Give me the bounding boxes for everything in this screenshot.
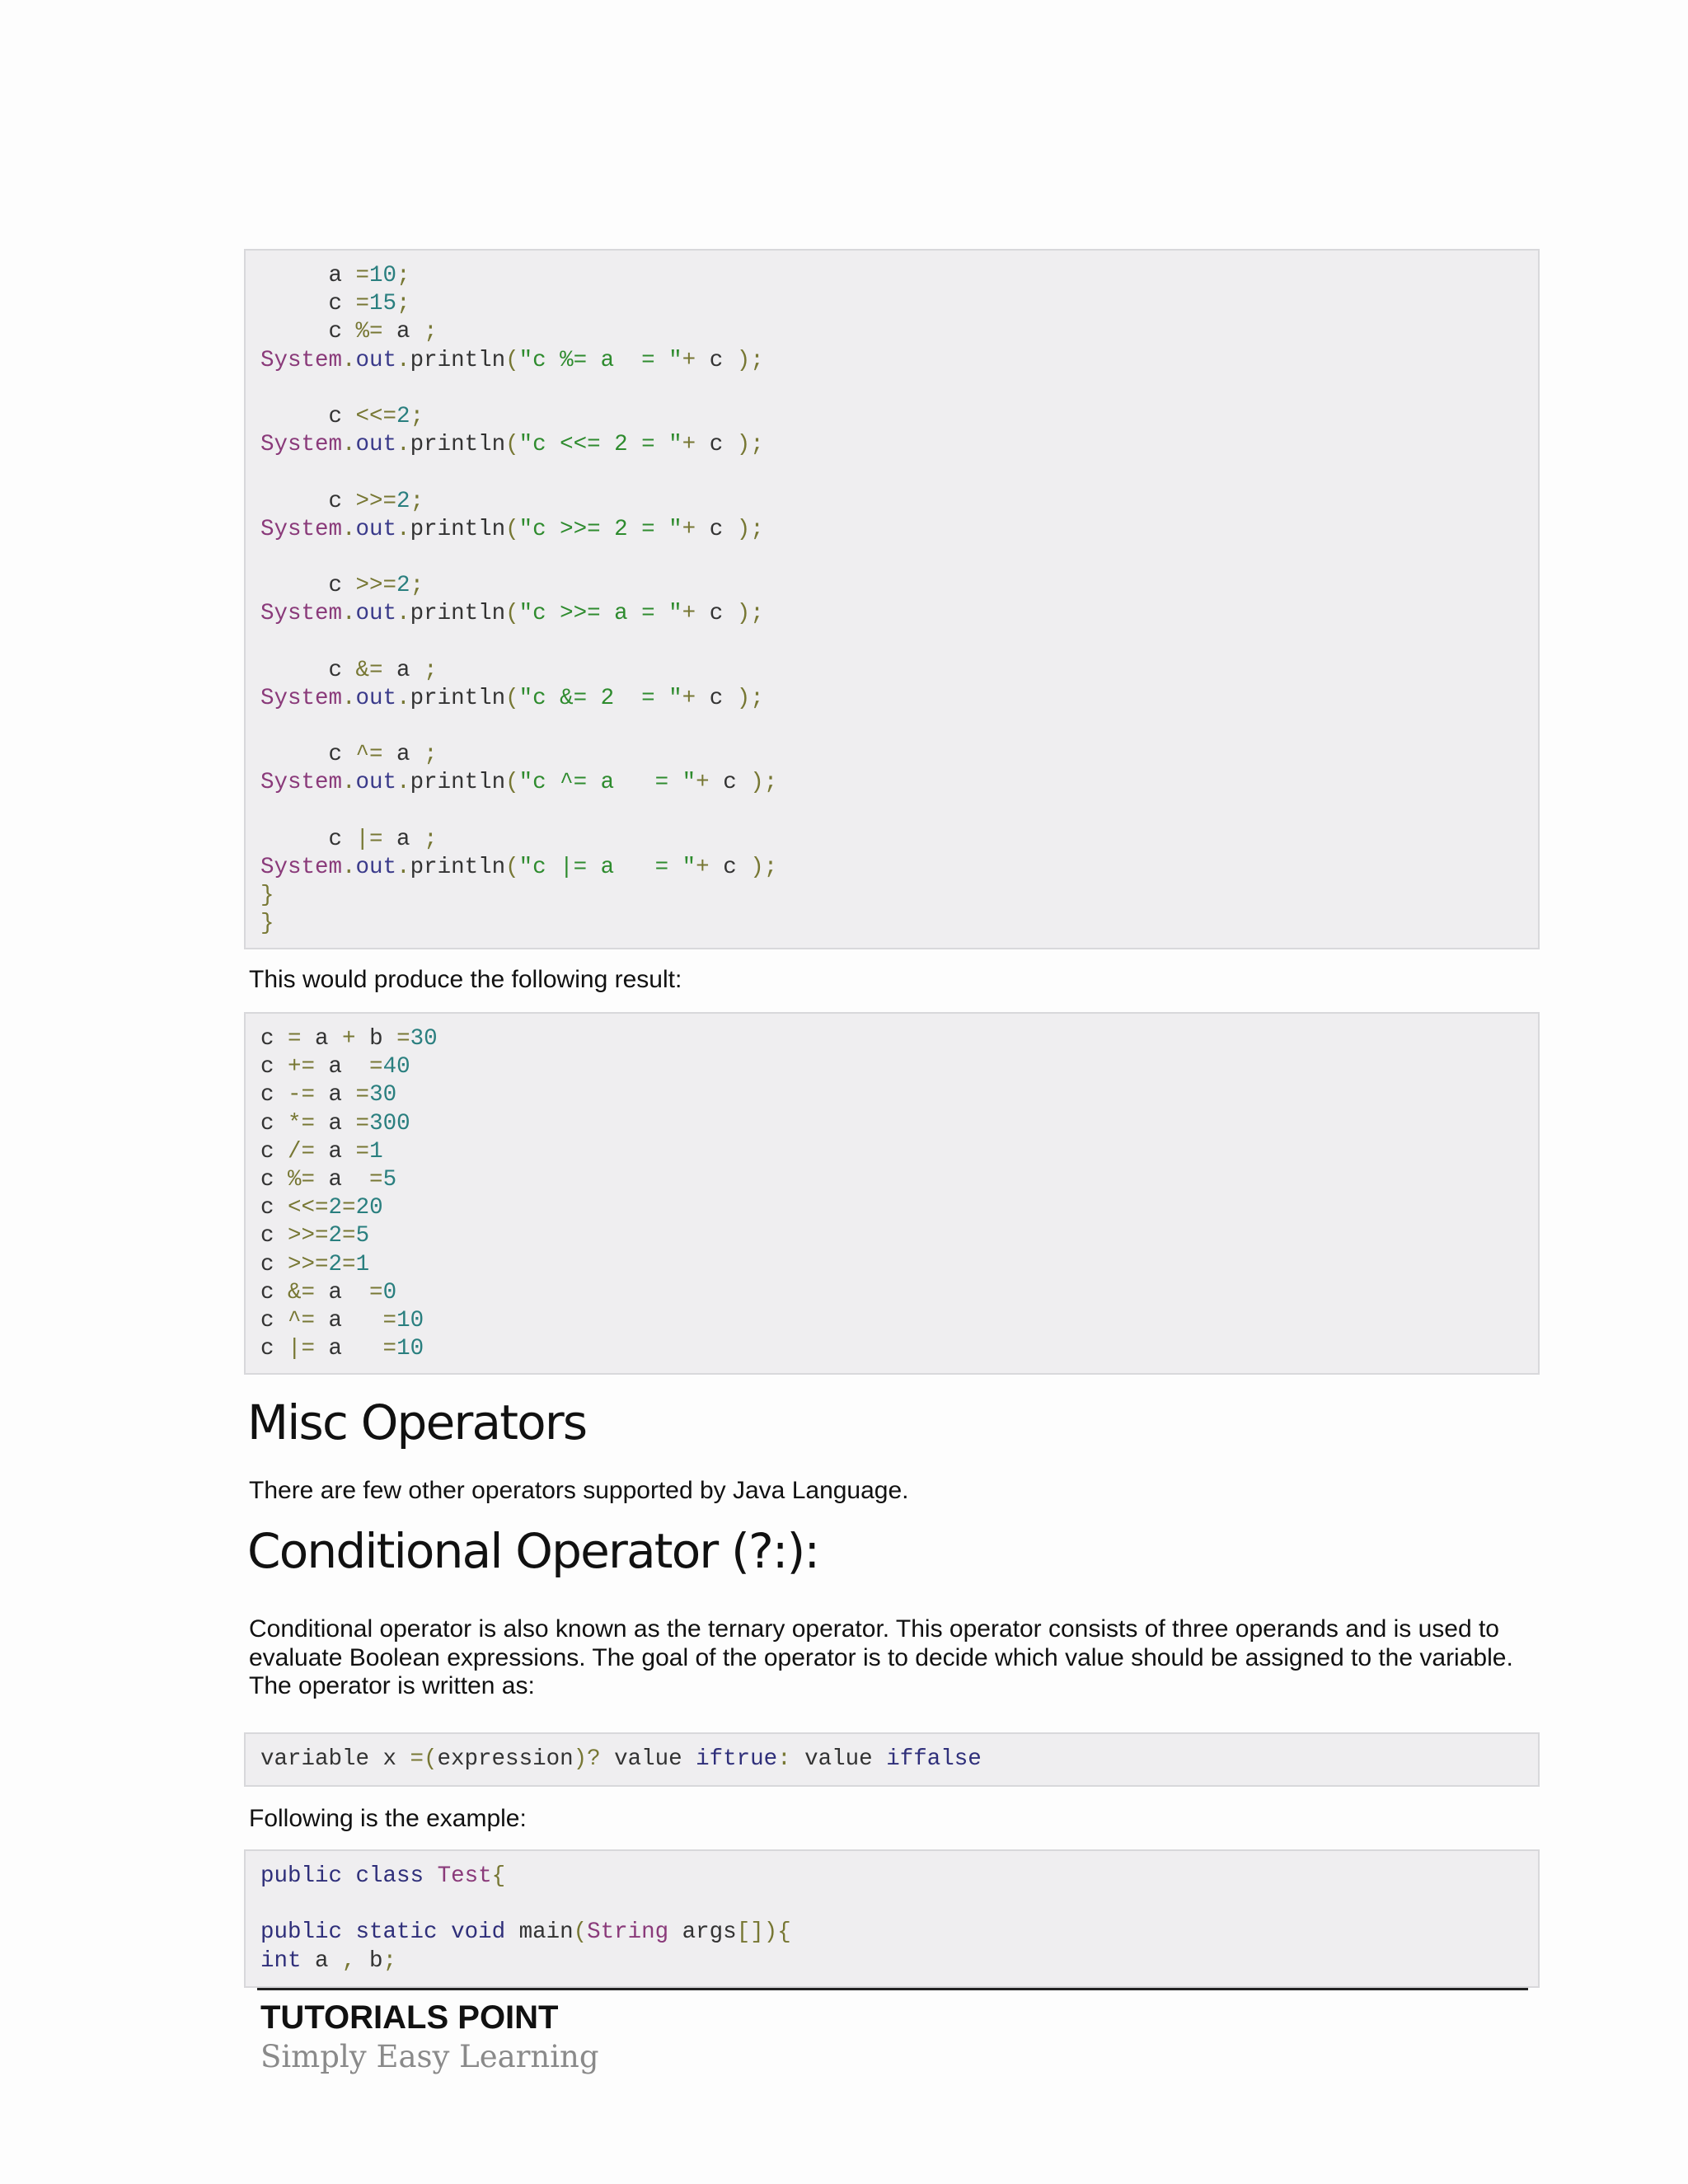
code-token: = — [369, 1279, 383, 1305]
code-token: out — [355, 432, 397, 458]
code-token: ); — [736, 516, 764, 542]
code-token: . — [396, 601, 410, 627]
code-line — [260, 1110, 1538, 1138]
code-token: &= — [288, 1279, 316, 1305]
code-token: System — [260, 685, 343, 711]
code-token: : — [777, 1746, 791, 1772]
conditional-operator-heading: Conditional Operator (?:): — [247, 1523, 819, 1579]
code-token: ); — [750, 854, 778, 880]
code-token: %= — [355, 319, 383, 345]
code-token: println — [410, 854, 506, 880]
code-line — [260, 657, 1538, 685]
code-token: a — [315, 1082, 356, 1108]
code-token: /= — [288, 1138, 316, 1165]
code-token: . — [342, 854, 356, 880]
code-token: 10 — [396, 1307, 424, 1333]
code-token: . — [396, 516, 410, 542]
code-token: |= — [355, 826, 383, 852]
code-token: out — [355, 770, 397, 796]
code-token: c — [260, 826, 356, 852]
code-token: = — [382, 1336, 397, 1362]
code-token: iftrue — [696, 1746, 778, 1772]
code-token: "c <<= 2 = " — [518, 432, 682, 458]
code-line — [260, 854, 1538, 882]
code-token: []){ — [736, 1919, 791, 1946]
code-token: = — [342, 1195, 356, 1221]
code-token: ^= — [355, 742, 383, 768]
code-token: 5 — [355, 1223, 370, 1249]
code-token: = — [355, 1110, 370, 1137]
code-token: b — [355, 1947, 383, 1974]
code-token: + — [696, 770, 710, 796]
code-token: ( — [505, 854, 519, 880]
code-token: ( — [505, 347, 519, 373]
code-token: a — [315, 1336, 383, 1362]
code-token: . — [342, 347, 356, 373]
code-token: System — [260, 854, 343, 880]
code-line — [260, 741, 1538, 769]
code-line — [260, 290, 1538, 318]
code-token: ( — [573, 1919, 588, 1946]
code-token: value — [600, 1746, 696, 1772]
code-token: c — [260, 1138, 288, 1165]
footer-title: TUTORIALS POINT — [260, 1999, 559, 2036]
code-token: ; — [410, 573, 424, 599]
code-token: ( — [505, 685, 519, 711]
code-token: = — [369, 1054, 383, 1080]
code-token: + — [682, 685, 696, 711]
code-token: = — [355, 263, 370, 288]
code-line — [260, 600, 1538, 628]
code-token: ( — [505, 516, 519, 542]
code-token: println — [410, 516, 506, 542]
code-token: println — [410, 601, 506, 627]
code-token: 20 — [355, 1195, 383, 1221]
code-token: c — [260, 1110, 288, 1137]
misc-intro-text: There are few other operators supported by Java Language. — [249, 1477, 909, 1504]
code-token: =( — [410, 1746, 438, 1772]
code-token: += — [288, 1054, 316, 1080]
code-token: a — [301, 1947, 343, 1974]
code-token: c — [696, 516, 737, 542]
code-line — [260, 798, 1538, 826]
code-token: + — [696, 854, 710, 880]
code-line — [260, 1307, 1538, 1335]
code-line — [260, 1891, 1538, 1919]
code-token: a — [315, 1138, 356, 1165]
code-token: c — [260, 1336, 288, 1362]
code-token: ; — [382, 1947, 397, 1974]
code-token: = — [369, 1166, 383, 1193]
code-token: c — [709, 770, 751, 796]
code-line — [260, 1279, 1538, 1307]
code-token: c — [696, 432, 737, 458]
code-token: c — [696, 685, 737, 711]
code-token: 2 — [396, 573, 410, 599]
code-token: . — [342, 770, 356, 796]
code-token: c — [709, 854, 751, 880]
misc-operators-heading: Misc Operators — [247, 1394, 587, 1451]
code-token: b — [355, 1026, 397, 1052]
code-token: . — [342, 685, 356, 711]
code-token: "c >>= a = " — [518, 601, 682, 627]
code-line — [260, 1081, 1538, 1109]
code-line — [260, 516, 1538, 544]
conditional-description — [249, 1615, 1535, 1701]
code-token: value — [790, 1746, 887, 1772]
code-token: println — [410, 685, 506, 711]
code-token: System — [260, 347, 343, 373]
code-line — [260, 628, 1538, 656]
code-token: { — [491, 1863, 506, 1889]
code-token: = — [342, 1223, 356, 1249]
code-token: c — [260, 291, 356, 317]
code-line — [260, 347, 1538, 375]
code-token: 1 — [355, 1251, 370, 1277]
code-token: c — [260, 1082, 288, 1108]
code-token: out — [355, 854, 397, 880]
code-token: args — [668, 1919, 737, 1946]
code-token: System — [260, 516, 343, 542]
code-token: c — [260, 488, 356, 514]
code-token: println — [410, 432, 506, 458]
code-line — [260, 1222, 1538, 1250]
code-line — [260, 685, 1538, 713]
code-token: a — [382, 319, 424, 345]
code-token: = — [288, 1026, 302, 1052]
code-line — [260, 459, 1538, 487]
code-token: String — [587, 1919, 669, 1946]
code-line — [260, 318, 1538, 346]
code-token: + — [682, 432, 696, 458]
conditional-description-line: The operator is written as: — [249, 1672, 535, 1699]
code-token: a — [315, 1110, 356, 1137]
code-token: c — [260, 742, 356, 768]
code-token: |= — [288, 1336, 316, 1362]
code-token: out — [355, 601, 397, 627]
code-line — [260, 572, 1538, 600]
code-token: = — [355, 1138, 370, 1165]
code-token: a — [315, 1166, 370, 1193]
code-token: ; — [424, 742, 438, 768]
code-token: 1 — [369, 1138, 383, 1165]
code-token: ; — [424, 826, 438, 852]
code-line — [260, 1863, 1538, 1891]
example-intro-text: Following is the example: — [249, 1805, 527, 1832]
code-token: 2 — [328, 1251, 343, 1277]
code-token: c — [260, 1195, 288, 1221]
code-token: )? — [573, 1746, 601, 1772]
code-token: . — [342, 516, 356, 542]
code-token: variable x — [260, 1746, 410, 1772]
code-token: + — [682, 347, 696, 373]
code-token: 2 — [396, 403, 410, 429]
code-token: ( — [505, 770, 519, 796]
code-token: System — [260, 770, 343, 796]
code-token: "c >>= 2 = " — [518, 516, 682, 542]
code-token: >>= — [355, 488, 397, 514]
code-token: ; — [410, 403, 424, 429]
code-token: ); — [750, 770, 778, 796]
code-token: "c |= a = " — [518, 854, 696, 880]
code-line — [260, 769, 1538, 797]
code-token: ); — [736, 685, 764, 711]
code-token: ; — [410, 488, 424, 514]
code-line — [260, 431, 1538, 459]
code-token: . — [342, 601, 356, 627]
code-token: out — [355, 516, 397, 542]
code-token: a — [315, 1279, 370, 1305]
code-token: out — [355, 685, 397, 711]
code-token: "c %= a = " — [518, 347, 682, 373]
code-token: ; — [396, 263, 410, 288]
code-token: println — [410, 347, 506, 373]
code-token: c — [260, 573, 356, 599]
code-token: . — [396, 347, 410, 373]
result-intro-text: This would produce the following result: — [249, 966, 682, 993]
code-token: ; — [396, 291, 410, 317]
code-token: ( — [505, 601, 519, 627]
code-line — [260, 1251, 1538, 1279]
code-token: c — [260, 657, 356, 683]
code-token: c — [260, 1026, 288, 1052]
code-token: a — [260, 263, 356, 288]
code-line — [260, 1947, 1538, 1975]
code-line — [260, 826, 1538, 854]
code-token: 2 — [328, 1223, 343, 1249]
code-token — [424, 1863, 438, 1889]
code-token: c — [260, 1307, 288, 1333]
code-token: a — [382, 657, 424, 683]
code-token: = — [396, 1026, 410, 1052]
code-token: static — [355, 1919, 438, 1946]
code-token: ); — [736, 432, 764, 458]
code-line — [260, 403, 1538, 431]
code-token: . — [396, 685, 410, 711]
code-token: ); — [736, 601, 764, 627]
code-token: } — [260, 911, 274, 937]
code-token: . — [396, 854, 410, 880]
code-token — [342, 1863, 356, 1889]
code-line — [260, 488, 1538, 516]
code-line — [260, 1138, 1538, 1166]
code-token: c — [260, 319, 356, 345]
code-token: 300 — [369, 1110, 410, 1137]
code-line — [260, 1335, 1538, 1363]
code-token: "c ^= a = " — [518, 770, 696, 796]
code-block-syntax — [244, 1732, 1540, 1787]
code-token: a — [315, 1307, 383, 1333]
code-block-assignment-operators-cont — [244, 249, 1540, 949]
code-token: >>= — [288, 1251, 329, 1277]
code-token: public — [260, 1863, 343, 1889]
code-token — [438, 1919, 452, 1945]
code-token: ; — [424, 657, 438, 683]
conditional-description-line: evaluate Boolean expressions. The goal of the operator is to decide which value should be assigned to the variable. — [249, 1643, 1513, 1671]
code-line — [260, 1746, 1538, 1774]
code-token: 10 — [369, 263, 397, 288]
code-token: public — [260, 1919, 343, 1946]
code-line — [260, 1194, 1538, 1222]
code-token: >>= — [288, 1223, 329, 1249]
code-token: 40 — [382, 1054, 410, 1080]
code-token: void — [451, 1919, 506, 1946]
code-token: c — [260, 403, 356, 429]
code-token: a — [315, 1054, 370, 1080]
code-token: . — [396, 770, 410, 796]
code-token: main — [505, 1919, 574, 1946]
code-token: } — [260, 883, 274, 909]
code-token: ); — [736, 347, 764, 373]
code-token: 15 — [369, 291, 397, 317]
code-token: -= — [288, 1082, 316, 1108]
code-token: &= — [355, 657, 383, 683]
code-token: + — [682, 601, 696, 627]
code-token: = — [355, 291, 370, 317]
code-block-example — [244, 1849, 1540, 1988]
footer-subtitle: Simply Easy Learning — [260, 2039, 599, 2074]
code-token: 0 — [382, 1279, 397, 1305]
code-line — [260, 1025, 1538, 1053]
code-token: = — [342, 1251, 356, 1277]
code-line — [260, 1919, 1538, 1947]
conditional-description-line: Conditional operator is also known as the ternary operator. This operator consists of three operands and is used to — [249, 1615, 1499, 1643]
code-token: + — [682, 516, 696, 542]
code-token: c — [696, 347, 737, 373]
code-token: 30 — [410, 1026, 438, 1052]
code-block-output — [244, 1012, 1540, 1375]
code-token: c — [260, 1251, 288, 1277]
code-token: 5 — [382, 1166, 397, 1193]
code-token: Test — [437, 1863, 492, 1889]
code-token: a — [382, 826, 424, 852]
code-token: out — [355, 347, 397, 373]
code-token: = — [382, 1307, 397, 1333]
code-line — [260, 544, 1538, 572]
code-token — [342, 1919, 356, 1945]
code-line — [260, 1166, 1538, 1194]
code-line — [260, 882, 1538, 910]
code-token: . — [342, 432, 356, 458]
footer-rule — [257, 1988, 1528, 1990]
code-token: >>= — [355, 573, 397, 599]
code-token: 2 — [396, 488, 410, 514]
code-token: println — [410, 770, 506, 796]
code-token: 10 — [396, 1336, 424, 1362]
code-line — [260, 713, 1538, 741]
code-token: System — [260, 432, 343, 458]
code-token: 2 — [328, 1195, 343, 1221]
code-line — [260, 1053, 1538, 1081]
code-token: 30 — [369, 1082, 397, 1108]
code-token: "c &= 2 = " — [518, 685, 682, 711]
code-line — [260, 910, 1538, 938]
code-token: c — [260, 1223, 288, 1249]
code-token: . — [396, 432, 410, 458]
code-token: ^= — [288, 1307, 316, 1333]
code-token: <<= — [355, 403, 397, 429]
code-line — [260, 262, 1538, 290]
code-token: c — [260, 1166, 288, 1193]
code-token: c — [260, 1279, 288, 1305]
code-token: iffalse — [886, 1746, 982, 1772]
code-token: a — [382, 742, 424, 768]
code-token: c — [696, 601, 737, 627]
code-token: = — [355, 1082, 370, 1108]
code-token: *= — [288, 1110, 316, 1137]
code-token: class — [355, 1863, 424, 1889]
code-token: a — [301, 1026, 343, 1052]
code-line — [260, 375, 1538, 403]
code-token: ; — [424, 319, 438, 345]
code-token: <<= — [288, 1195, 329, 1221]
code-token: ( — [505, 432, 519, 458]
code-token: expression — [437, 1746, 574, 1772]
code-token: int — [260, 1947, 302, 1974]
code-token: %= — [288, 1166, 316, 1193]
code-token: System — [260, 601, 343, 627]
code-token: + — [342, 1026, 356, 1052]
code-token: , — [342, 1947, 356, 1974]
code-token: c — [260, 1054, 288, 1080]
